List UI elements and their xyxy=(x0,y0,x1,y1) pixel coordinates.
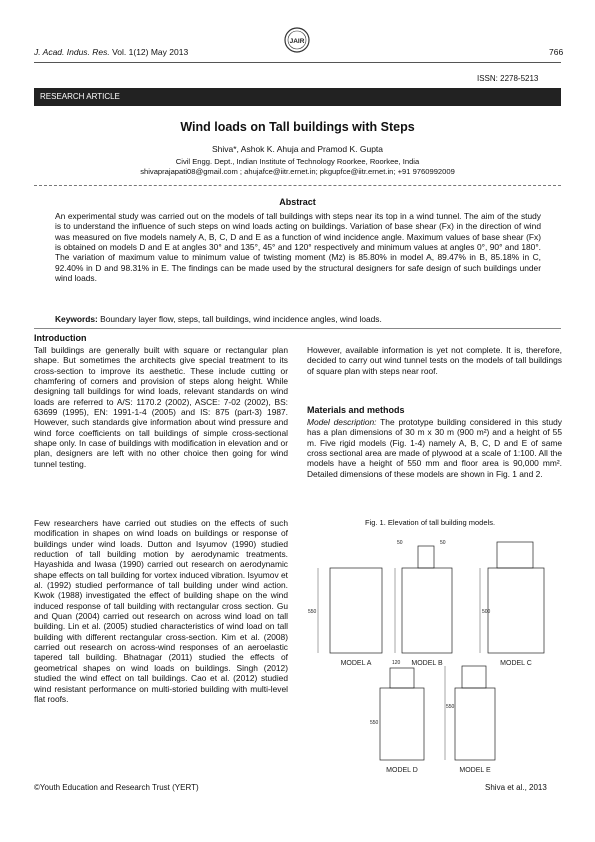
logo-icon xyxy=(283,26,311,54)
model-a-outline xyxy=(330,568,382,653)
introduction-heading: Introduction xyxy=(34,333,87,343)
footer-copyright: ©Youth Education and Research Trust (YERT) xyxy=(34,783,199,792)
methods-text: Model description: The prototype building considered in this study has a plan dimensions of 30 m x 30 m (900 m²) and a height of 55 m. Five rigid models (Fig. 1-4) namely A, B, C, D and E of same cross sectional area are made of plywood at a scale of 1:100. All the models have a height of 550 mm and floor area is 90,000 mm². Detailed dimensions of these models are shown in Fig. 1 and 2. xyxy=(307,417,562,479)
model-b-label: MODEL B xyxy=(411,660,443,667)
affiliation: Civil Engg. Dept., Indian Institute of Technology Roorkee, Roorkee, India xyxy=(175,157,420,166)
keywords: Keywords: Boundary layer flow, steps, tall buildings, wind incidence angles, wind loads. xyxy=(55,314,382,324)
model-d-outline xyxy=(380,688,424,760)
article-type-band: RESEARCH ARTICLE xyxy=(34,88,561,106)
introduction-para-2: Few researchers have carried out studies on the effects of such modification in shapes on wind loads on buildings or response of buildings under wind loads. Dutton and Isyumov (1990) studied reduction of tall building motion by aerodynamic treatments. Hayashida and Iwasa (1990) carried out research on aerodynamic shape effects on tall building for vortex induced vibration. Isyumov et al. (1992) studied performance of tall building under wind action. Kwok (1988) investigated the effect of building shape on the wind induced response of tall building with rectangular cross section. Gu and Quan (2004) carried out research on across wind load on tall building. Lin et al. (2005) studied characteristics of wind load on tall building with different rectangular cross-section. Kim et al. (2008) carried out research on across-wind responses of an aeroelastic tapered tall building. Bhatnagar (2011) studied the effects of geometrical shapes on wind loads on buildings. Singh (2012) studied the wind effect on tall buildings. Cao et al. (2012) studied wind resistant performance on multi-storied building with multi-level flat roofs. xyxy=(34,518,288,704)
model-e-label: MODEL E xyxy=(459,767,491,774)
model-a-height-label: 550 xyxy=(308,609,317,615)
introduction-para-1: Tall buildings are generally built with square or rectangular plan shape. But sometimes the architects give special treatment to its cross-section to improve its aesthetic. These include cutting or chamfering of corners and provision of steps along height. While designing tall buildings for wind loads, relevant standards on wind loads are referred to A/S: 1170.2 (2002), ASCE: 7-02 (2002), BS: 63699 (1995), EN: 1991-1-4 (2005) and IS: 875 (part-3) 1987. However, such standards give information about wind pressure and wind force coefficients on tall buildings of simple cross-sectional shape only. In case of buildings with modification in elevation and or plan, designers are left with no other choice then going for wind tunnel testing. xyxy=(34,345,288,469)
model-d-top-label: 120 xyxy=(392,660,401,666)
introduction-right-para: However, available information is yet not complete. It is, therefore, decided to carry out wind tunnel tests on the models of tall buildings of square plan with steps near roof. xyxy=(307,345,562,376)
building-elevation-figure xyxy=(300,528,565,778)
model-d-height-label: 550 xyxy=(370,720,379,726)
issn: ISSN: 2278-5213 xyxy=(477,74,539,83)
model-b-step-label: 50 xyxy=(440,540,446,546)
figure-caption: Fig. 1. Elevation of tall building models. xyxy=(364,518,496,527)
model-c-height-label: 500 xyxy=(482,609,491,615)
model-c-label: MODEL C xyxy=(500,660,532,667)
model-e-step xyxy=(462,666,486,688)
model-b-outline xyxy=(402,568,452,653)
model-b-step xyxy=(418,546,434,568)
header-rule xyxy=(34,62,561,63)
abstract-heading: Abstract xyxy=(279,197,316,207)
journal-citation: J. Acad. Indus. Res. Vol. 1(12) May 2013 xyxy=(34,47,189,57)
authors: Shiva*, Ashok K. Ahuja and Pramod K. Gupta xyxy=(211,144,384,154)
title-divider xyxy=(34,185,561,186)
model-c-outline xyxy=(488,568,544,653)
journal-logo xyxy=(283,26,311,54)
page-number: 766 xyxy=(549,47,564,57)
model-d-label: MODEL D xyxy=(386,767,418,774)
model-b-height-label: 50 xyxy=(397,540,403,546)
abstract-text: An experimental study was carried out on the models of tall buildings with steps near its top in a wind tunnel. The aim of the study is to understand the influence of such steps on wind loads acting on buildings. Variation of base shear (Fx) in the direction of wind was measured on five models namely A, B, C, D and E as a function of wind incidence angle. Maximum values of base shear (Fx) is obtained on models D and E at angles 30° and 135°, 45° and 120° respectively and minimum values at angles 0°, 90° and 180°. The variation of maximum value to minimum value of twisting moment (Mz) is 85.80% in model A, 89.47% in B, 85.18% in C, 92.40% in D and 98.31% in E. The findings can be made used by the structural designers for safe design of such buildings under wind loads. xyxy=(55,211,541,284)
svg-text:JAIR: JAIR xyxy=(289,38,305,45)
author-emails: shivaprajapati08@gmail.com ; ahujafce@iitr.ernet.in; pkgupfce@iitr.ernet.in; +91 9760992009 xyxy=(140,167,455,176)
article-title: Wind loads on Tall buildings with Steps xyxy=(180,120,415,134)
footer-citation: Shiva et al., 2013 xyxy=(485,783,547,792)
model-d-step xyxy=(390,668,414,688)
abstract-divider xyxy=(34,328,561,329)
methods-heading: Materials and methods xyxy=(307,405,405,415)
model-a-label: MODEL A xyxy=(340,660,372,667)
model-e-height-label: 550 xyxy=(446,704,455,710)
model-e-outline xyxy=(455,688,495,760)
model-c-step xyxy=(497,542,533,568)
